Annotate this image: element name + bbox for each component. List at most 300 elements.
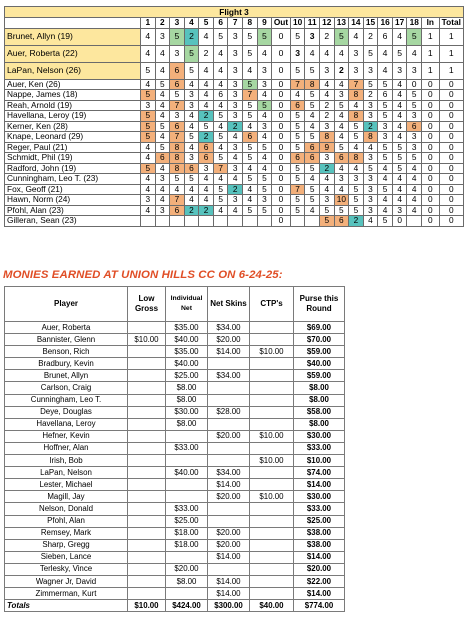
- score-cell: 3: [363, 184, 378, 195]
- header-cell: 16: [378, 18, 393, 29]
- score-cell: 5: [334, 142, 349, 153]
- score-cell: 0: [272, 62, 291, 79]
- score-cell: 0: [272, 79, 291, 90]
- score-cell: [140, 216, 155, 227]
- money-cell: [250, 358, 294, 370]
- monies-row: [5, 442, 345, 454]
- score-cell: 6: [155, 153, 170, 164]
- score-cell: 4: [407, 195, 422, 206]
- money-cell: [128, 430, 166, 442]
- monies-row: [5, 394, 345, 406]
- score-cell: 0: [422, 195, 440, 206]
- score-cell: 2: [319, 163, 334, 174]
- player-name: Nelson, Donald: [5, 503, 128, 515]
- score-cell: 3: [363, 153, 378, 164]
- score-cell: 4: [334, 121, 349, 132]
- score-cell: 3: [363, 174, 378, 185]
- player-name: Magill, Jay: [5, 491, 128, 503]
- money-cell: [128, 551, 166, 563]
- total-cell: $774.00: [294, 600, 345, 612]
- flight-title: Flight 3: [5, 7, 464, 18]
- score-cell: 5: [243, 111, 258, 122]
- score-cell: 3: [257, 62, 272, 79]
- money-cell: [128, 563, 166, 575]
- money-cell: [166, 491, 208, 503]
- player-score-row: [5, 163, 464, 174]
- money-cell: $8.00: [294, 394, 345, 406]
- money-cell: $10.00: [250, 491, 294, 503]
- score-cell: 5: [184, 62, 199, 79]
- score-cell: 4: [334, 45, 349, 62]
- money-cell: [250, 539, 294, 551]
- money-cell: [208, 563, 250, 575]
- score-cell: 0: [439, 205, 463, 216]
- monies-row: [5, 551, 345, 563]
- money-cell: [208, 394, 250, 406]
- money-cell: $34.00: [208, 322, 250, 334]
- score-cell: 0: [422, 132, 440, 143]
- score-cell: 5: [290, 132, 305, 143]
- monies-column-header: Low Gross: [128, 287, 166, 322]
- score-cell: 4: [243, 62, 258, 79]
- score-cell: 4: [334, 111, 349, 122]
- score-cell: 4: [349, 163, 364, 174]
- flight-title-row: [5, 7, 464, 18]
- score-cell: 4: [290, 90, 305, 101]
- money-cell: $74.00: [294, 467, 345, 479]
- score-cell: 1: [422, 45, 440, 62]
- score-cell: 2: [349, 216, 364, 227]
- monies-row: [5, 575, 345, 587]
- score-cell: 5: [290, 195, 305, 206]
- monies-column-header: Purse this Round: [294, 287, 345, 322]
- score-cell: 0: [422, 184, 440, 195]
- score-cell: 6: [184, 163, 199, 174]
- score-cell: 5: [243, 79, 258, 90]
- money-cell: $35.00: [166, 322, 208, 334]
- player-name: Terlesky, Vince: [5, 563, 128, 575]
- header-cell: 5: [199, 18, 214, 29]
- score-cell: 5: [305, 62, 320, 79]
- score-cell: 4: [243, 184, 258, 195]
- money-cell: $8.00: [166, 418, 208, 430]
- score-cell: 4: [392, 79, 407, 90]
- score-cell: 4: [213, 121, 228, 132]
- score-cell: 2: [184, 28, 199, 45]
- score-cell: 4: [257, 45, 272, 62]
- money-cell: [128, 382, 166, 394]
- score-cell: 3: [155, 174, 170, 185]
- score-cell: 3: [407, 142, 422, 153]
- player-name: Wagner Jr, David: [5, 575, 128, 587]
- money-cell: $22.00: [294, 575, 345, 587]
- player-score-row: [5, 28, 464, 45]
- money-cell: [250, 575, 294, 587]
- score-cell: 6: [290, 100, 305, 111]
- score-cell: 4: [155, 62, 170, 79]
- score-cell: 3: [407, 111, 422, 122]
- money-cell: [208, 455, 250, 467]
- score-cell: 5: [290, 121, 305, 132]
- score-cell: 5: [243, 100, 258, 111]
- player-score-row: [5, 79, 464, 90]
- score-cell: 4: [392, 121, 407, 132]
- money-cell: $14.00: [208, 575, 250, 587]
- score-cell: 4: [407, 163, 422, 174]
- score-cell: 5: [290, 163, 305, 174]
- score-cell: 4: [213, 79, 228, 90]
- header-cell: 10: [290, 18, 305, 29]
- score-cell: 4: [319, 45, 334, 62]
- money-cell: $40.00: [294, 358, 345, 370]
- player-name: Brunet, Allyn (19): [5, 28, 141, 45]
- score-cell: 8: [349, 153, 364, 164]
- score-cell: 6: [170, 79, 185, 90]
- score-cell: 4: [155, 163, 170, 174]
- score-cell: 4: [363, 216, 378, 227]
- money-cell: [250, 442, 294, 454]
- player-score-row: [5, 90, 464, 101]
- header-cell: 8: [243, 18, 258, 29]
- player-score-row: [5, 153, 464, 164]
- score-cell: 4: [392, 28, 407, 45]
- total-cell: $424.00: [166, 600, 208, 612]
- monies-row: [5, 455, 345, 467]
- score-cell: 5: [378, 153, 393, 164]
- score-cell: 4: [407, 45, 422, 62]
- header-cell: 15: [363, 18, 378, 29]
- header-cell: 12: [319, 18, 334, 29]
- score-cell: [228, 216, 243, 227]
- money-cell: $14.00: [208, 479, 250, 491]
- score-cell: 0: [272, 153, 291, 164]
- player-score-row: [5, 174, 464, 185]
- score-cell: 3: [228, 45, 243, 62]
- header-cell: Out: [272, 18, 291, 29]
- score-cell: 4: [140, 45, 155, 62]
- score-cell: 4: [140, 142, 155, 153]
- score-cell: 2: [363, 90, 378, 101]
- money-cell: [208, 515, 250, 527]
- score-cell: 0: [439, 79, 463, 90]
- score-cell: 5: [378, 142, 393, 153]
- score-cell: 0: [272, 45, 291, 62]
- player-name: Zimmerman, Kurt: [5, 588, 128, 600]
- score-cell: 4: [319, 174, 334, 185]
- monies-row: [5, 563, 345, 575]
- monies-row: [5, 479, 345, 491]
- score-cell: 8: [349, 111, 364, 122]
- monies-row: [5, 346, 345, 358]
- score-cell: 2: [319, 100, 334, 111]
- score-cell: 3: [319, 62, 334, 79]
- score-cell: 5: [378, 79, 393, 90]
- score-cell: 5: [334, 28, 349, 45]
- score-cell: 0: [272, 132, 291, 143]
- score-cell: 6: [407, 121, 422, 132]
- score-cell: 6: [378, 90, 393, 101]
- money-cell: [128, 418, 166, 430]
- player-name: Remsey, Mark: [5, 527, 128, 539]
- score-cell: 5: [155, 79, 170, 90]
- total-cell: $300.00: [208, 600, 250, 612]
- score-cell: 3: [407, 62, 422, 79]
- money-cell: $59.00: [294, 346, 345, 358]
- score-cell: 0: [422, 142, 440, 153]
- score-cell: 5: [363, 163, 378, 174]
- score-cell: 5: [213, 28, 228, 45]
- money-cell: [250, 588, 294, 600]
- score-cell: 0: [422, 79, 440, 90]
- score-cell: 5: [305, 100, 320, 111]
- score-cell: 0: [439, 184, 463, 195]
- money-cell: [166, 479, 208, 491]
- player-name: Schmidt, Phil (19): [5, 153, 141, 164]
- score-cell: 5: [305, 132, 320, 143]
- score-cell: 5: [349, 195, 364, 206]
- score-cell: 3: [334, 174, 349, 185]
- score-cell: 4: [257, 90, 272, 101]
- monies-row: [5, 503, 345, 515]
- score-cell: 4: [199, 184, 214, 195]
- money-cell: [128, 503, 166, 515]
- score-cell: 1: [439, 62, 463, 79]
- score-cell: 2: [319, 111, 334, 122]
- score-cell: 3: [349, 174, 364, 185]
- player-name: Nappe, James (18): [5, 90, 141, 101]
- monies-row: [5, 406, 345, 418]
- score-cell: 3: [363, 111, 378, 122]
- score-cell: 8: [170, 142, 185, 153]
- score-cell: 4: [228, 153, 243, 164]
- money-cell: $25.00: [166, 515, 208, 527]
- header-cell: 3: [170, 18, 185, 29]
- score-cell: 0: [422, 111, 440, 122]
- score-cell: 2: [199, 45, 214, 62]
- score-cell: 3: [184, 153, 199, 164]
- score-cell: 4: [155, 195, 170, 206]
- money-cell: $20.00: [294, 563, 345, 575]
- header-cell: 4: [184, 18, 199, 29]
- score-cell: 5: [140, 132, 155, 143]
- score-cell: 0: [272, 216, 291, 227]
- score-cell: 4: [305, 45, 320, 62]
- money-cell: [250, 527, 294, 539]
- monies-header-row: [5, 287, 345, 322]
- score-cell: 5: [213, 132, 228, 143]
- score-cell: 3: [319, 195, 334, 206]
- score-cell: 5: [378, 184, 393, 195]
- score-cell: 1: [422, 62, 440, 79]
- player-score-row: [5, 195, 464, 206]
- score-cell: 4: [334, 163, 349, 174]
- score-cell: 5: [392, 45, 407, 62]
- score-cell: 4: [407, 205, 422, 216]
- money-cell: $20.00: [208, 334, 250, 346]
- score-cell: 4: [213, 45, 228, 62]
- score-cell: 0: [272, 28, 291, 45]
- money-cell: [128, 539, 166, 551]
- score-cell: 4: [334, 184, 349, 195]
- header-blank-cell: [5, 18, 141, 29]
- monies-row: [5, 515, 345, 527]
- header-cell: In: [422, 18, 440, 29]
- score-cell: 0: [392, 216, 407, 227]
- score-cell: 4: [257, 111, 272, 122]
- money-cell: [128, 394, 166, 406]
- score-cell: 5: [213, 195, 228, 206]
- monies-heading: MONIES EARNED AT UNION HILLS CC ON 6-24-25:: [3, 269, 283, 281]
- monies-row: [5, 370, 345, 382]
- score-cell: 5: [155, 142, 170, 153]
- player-score-row: [5, 100, 464, 111]
- score-cell: 5: [170, 90, 185, 101]
- score-cell: 3: [319, 121, 334, 132]
- score-cell: 4: [392, 195, 407, 206]
- score-cell: 5: [140, 121, 155, 132]
- score-cell: 5: [392, 153, 407, 164]
- score-cell: 4: [392, 132, 407, 143]
- monies-row: [5, 527, 345, 539]
- money-cell: $34.00: [208, 467, 250, 479]
- score-cell: 4: [140, 205, 155, 216]
- money-cell: $28.00: [208, 406, 250, 418]
- money-cell: $30.00: [166, 406, 208, 418]
- score-cell: 5: [243, 45, 258, 62]
- flight-header-row: [5, 18, 464, 29]
- score-cell: 3: [228, 90, 243, 101]
- score-cell: 4: [305, 121, 320, 132]
- score-cell: 5: [407, 90, 422, 101]
- money-cell: [250, 370, 294, 382]
- score-cell: 3: [155, 28, 170, 45]
- money-cell: [128, 515, 166, 527]
- score-cell: 5: [170, 174, 185, 185]
- header-cell: 1: [140, 18, 155, 29]
- score-cell: 4: [305, 205, 320, 216]
- score-cell: 4: [257, 132, 272, 143]
- score-cell: 0: [272, 90, 291, 101]
- player-name: Hawn, Norm (24): [5, 195, 141, 206]
- score-cell: 4: [184, 184, 199, 195]
- money-cell: $59.00: [294, 370, 345, 382]
- score-cell: 3: [407, 132, 422, 143]
- score-cell: 8: [349, 90, 364, 101]
- money-cell: [166, 430, 208, 442]
- score-cell: 4: [140, 79, 155, 90]
- score-cell: 5: [213, 184, 228, 195]
- score-cell: 4: [334, 79, 349, 90]
- score-cell: 6: [378, 28, 393, 45]
- score-cell: 5: [257, 100, 272, 111]
- score-cell: 6: [199, 153, 214, 164]
- player-name: Lester, Michael: [5, 479, 128, 491]
- money-cell: $14.00: [208, 588, 250, 600]
- score-cell: 3: [257, 195, 272, 206]
- score-cell: 4: [140, 174, 155, 185]
- score-cell: [243, 216, 258, 227]
- score-cell: 4: [349, 100, 364, 111]
- money-cell: $38.00: [294, 527, 345, 539]
- money-cell: [208, 358, 250, 370]
- score-cell: 3: [184, 100, 199, 111]
- score-cell: 4: [378, 62, 393, 79]
- score-cell: 3: [184, 90, 199, 101]
- score-cell: [199, 216, 214, 227]
- money-cell: $58.00: [294, 406, 345, 418]
- score-cell: 7: [349, 79, 364, 90]
- money-cell: [166, 588, 208, 600]
- money-cell: [128, 467, 166, 479]
- money-cell: [128, 406, 166, 418]
- score-cell: 4: [155, 45, 170, 62]
- player-score-row: [5, 216, 464, 227]
- score-cell: 0: [439, 121, 463, 132]
- money-cell: [128, 575, 166, 587]
- score-cell: 4: [140, 28, 155, 45]
- score-cell: 0: [422, 121, 440, 132]
- score-cell: 4: [363, 142, 378, 153]
- score-cell: 5: [184, 174, 199, 185]
- monies-row: [5, 467, 345, 479]
- player-score-row: [5, 205, 464, 216]
- monies-totals-row: [5, 600, 345, 612]
- money-cell: [128, 527, 166, 539]
- money-cell: $33.00: [294, 503, 345, 515]
- money-cell: [128, 346, 166, 358]
- money-cell: [250, 503, 294, 515]
- money-cell: $18.00: [166, 527, 208, 539]
- score-cell: 4: [378, 174, 393, 185]
- money-cell: [250, 467, 294, 479]
- score-cell: 4: [378, 163, 393, 174]
- player-name: Fox, Geoff (21): [5, 184, 141, 195]
- score-cell: 6: [170, 121, 185, 132]
- player-name: Sieben, Lance: [5, 551, 128, 563]
- money-cell: $8.00: [294, 382, 345, 394]
- score-cell: 5: [155, 121, 170, 132]
- money-cell: [128, 455, 166, 467]
- score-cell: 5: [257, 184, 272, 195]
- score-cell: 4: [392, 111, 407, 122]
- money-cell: [166, 455, 208, 467]
- money-cell: [128, 442, 166, 454]
- flight-scorecard-table: [4, 6, 464, 227]
- money-cell: $8.00: [294, 418, 345, 430]
- score-cell: 6: [199, 142, 214, 153]
- money-cell: $10.00: [250, 346, 294, 358]
- monies-column-header: CTP's: [250, 287, 294, 322]
- monies-column-header: Player: [5, 287, 128, 322]
- score-cell: 3: [228, 28, 243, 45]
- money-cell: [128, 322, 166, 334]
- score-cell: 8: [319, 132, 334, 143]
- money-cell: $33.00: [166, 503, 208, 515]
- money-cell: [208, 382, 250, 394]
- score-cell: 2: [363, 28, 378, 45]
- score-cell: 7: [213, 163, 228, 174]
- score-cell: 4: [407, 174, 422, 185]
- score-cell: 5: [305, 184, 320, 195]
- score-cell: 3: [228, 142, 243, 153]
- score-cell: 3: [319, 153, 334, 164]
- score-cell: 4: [305, 111, 320, 122]
- money-cell: $14.00: [208, 551, 250, 563]
- score-cell: 0: [272, 205, 291, 216]
- score-cell: 3: [170, 111, 185, 122]
- score-cell: [407, 216, 422, 227]
- player-name: Havellana, Leroy: [5, 418, 128, 430]
